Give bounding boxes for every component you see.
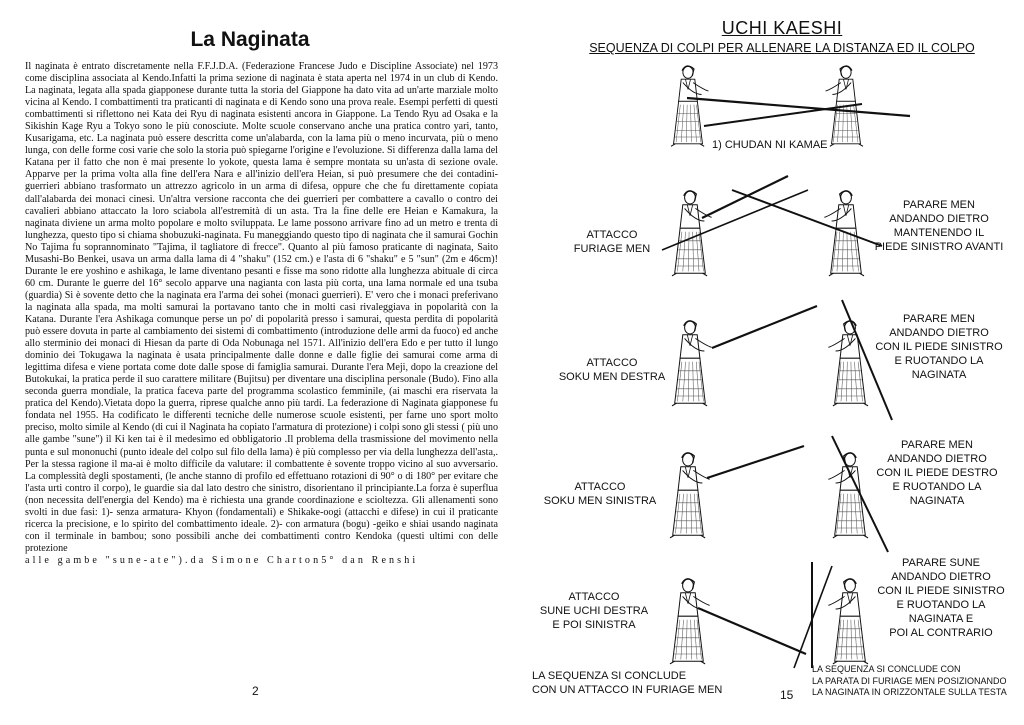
figure-row-4	[670, 436, 888, 552]
article-body-text: Il naginata è entrato discretamente nella F.F.J.D.A. (Federazione Francese Judo e Discipline Associate) nel 1973 come disciplina associata al Kendo.Infatti la prima sezione di naginata è stata aperta nel 1974 in un club di Kendo. La naginata, legata alla spada giapponese durante tutta la storia del Giappone ha dato vita ad un'arte marziale molto vicina al Kendo. I combattimenti tra praticanti di naginata e di Kendo sono una prova reale. Esempi perfetti di questi combattimenti si riflettono nei Kata dei Ryu di naginata esistenti ancora in Giappone. La Tendo Ryu ad Osaka e la Sikishin Kage Ryu a Tokyo sono le più conosciute. Molte scuole conservano anche una pratica contro yari, tanto, Kusarigama, etc. La naginata può essere descritta come un'alabarda, con la lama più o meno incurvata, più o meno lunga, con delle forme cosi varie che solo la storia può spiegarne l'origine e l'evoluzione. Si differenza dalla lama del Katana per il fatto che non è mai presente lo yokote, questa lama è sempre montata su un'asta di sezione ovale. Apparve per la prima volta alla fine dell'era Nara e all'inizio dell'era Heian, si può presumere che dei contadini-guerrieri abbiano trasformato un attrezzo agricolo in un arma di difesa, oppure che che fu direttamente copiata dall'alabarda dei monaci cinesi. Un'altra versione racconta che dei guerrieri per combattere a cavallo o contro dei cavalieri abbiano attaccato la loro sciabola all'estremità di un asta. Tra la fine delle ere Heian e Kamakura, la naginata diviene un arma molto popolare e molto sviluppata. Le lame possono arrivare fino ad un metro e trenta di lunghezza, questo tipo si chiama shobuzuki-naginata. Fu maneggiando questo tipo di naginata che il samurai Gochin No Tajima fu soprannominato "Tajima, il tagliatore di frecce". Quanto al più famoso praticante di naginata, Saito Musashi-Bo Benkei, usava un arma dalla lama di 4 "shaku" (152 cm.) e l'asta di 6 "shaku" e 5 "sun" (2m e 46cm)! Durante le ere yoshino e ashikaga, le lame diventano pesanti e fisse ma sono ridotte alla lunghezza abituale di circa 60 cm. Durante le guerre del 16° secolo apparve una nagianta con lasta più corta, una lama normale ed una tsuba (guardia) Si è sovente detto che la naginata era l'arma dei sohei (monaci guerrieri). E' vero che i monaci preferivano la naginata alla spada, ma molti samurai la portavano tanto che in molti casi rivaleggiava in popolarità con la Katana. Durante l'era Ashikaga comunque perse un po' di popolarità presso i samurai, questa perdita di popolarità può essere dovuta in parte al cambiamento dei sistemi di combattimento (introduzione delle armi da fuoco) ed anche allo sterminio dei monaci di Hiesan da parte di Oda Nobunaga nel 1571. All'inizio dell'era Edo e per tutto il lungo dominio dei Tokugawa la naginata è usata principalmente dalle donne e dalle figlie dei samurai come arma di legittima difesa e viene portata come dote dalle spose di famiglia samurai. Durante l'era Meji, dopo la creazione del Butokukai, la pratica perde il suo carattere militare (Bujitsu) per diventare una disciplina personale (Budo). Fino alla seconda guerra mondiale, la pratica faceva parte del programma scolastico femminile, (ai maschi era riservata la pratica del Kendo).Vietata dopo la guerra, riprese qualche anno più tardi. La federazione di Naginata giapponese fu fondata nel 1955. Ha codificato le differenti tecniche delle numerose scuole esistenti, per farne uno sport molto preciso, molto simile al Kendo (di cui il Naginata ha copiato l'armatura di protezione) i colpi sono gli stessi ( più uno alle gambe "sune") il Ki ken tai è il medesimo ed obbligatorio .Il problema della trasmissione del movimento nella punta e sul mononuchi (punto ideale del colpo sul filo della lama) è più complesso per via della lunghezza dell'asta,. Per la stessa ragione il ma-ai è molto difficile da valutare: il combattente è sovente troppo vicino al suo avversario. La complessità degli spostamenti, (le anche stanno di profilo ed effettuano rotazioni di 90° o di 180° per evitare che l'asta urti contro il corpo), le guardie sia dal lato destro che sinistro, disorientano il principiante.La forza è superflua (non necessita dell'energia del Kendo) ma è richiesta una grande coordinazione e scioltezza. Gli allenamenti sono svolti in due fasi: 1)- senza armatura- Khyon (fondamentali) e Shikake-oogi (attacchi e difese) in cui il praticante ricerca la precisione, e lo spirito del combattimento ideale. 2)- con armatura (bogu) -geiko e shiai usando naginata con il terminale in bambou; sono possibili anche dei combattimenti contro Kendoka (questi ultimi con delle protezione	[25, 61, 498, 554]
sequence-subtitle: SEQUENZA DI COLPI PER ALLENARE LA DISTANZA ED IL COLPO	[589, 41, 975, 55]
figure-row-3	[672, 300, 892, 420]
caption-step-4-right: PARARE MEN ANDANDO DIETRO CON IL PIEDE DESTRO E RUOTANDO LA NAGINATA	[876, 439, 998, 507]
caption-step-3-left: ATTACCO SOKU MEN DESTRA	[558, 357, 666, 383]
conclusion-attack: LA SEQUENZA SI CONCLUDE CON UN ATTACCO IN FURIAGE MEN	[532, 670, 723, 696]
caption-step-4-left: ATTACCO SOKU MEN SINISTRA	[543, 481, 657, 507]
article-signoff: alle gambe "sune-ate").da Simone Charton5° dan Renshi	[25, 554, 419, 566]
caption-step-2-right: PARARE MEN ANDANDO DIETRO MANTENENDO IL PIEDE SINISTRO AVANTI	[874, 199, 1004, 253]
figure-row-5	[670, 562, 868, 668]
caption-step-3-right: PARARE MEN ANDANDO DIETRO CON IL PIEDE SINISTRO E RUOTANDO LA NAGINATA	[875, 313, 1003, 381]
page-number-left: 2	[252, 684, 259, 698]
caption-step-1-right: 1) CHUDAN NI KAMAE	[712, 139, 828, 151]
figure-row-2	[662, 176, 882, 276]
conclusion-parry: LA SEQUENZA SI CONCLUDE CON LA PARATA DI FURIAGE MEN POSIZIONANDO LA NAGINATA IN ORIZZONTALE SULLA TESTA	[812, 664, 1007, 697]
right-page	[512, 0, 1024, 725]
caption-step-5-right: PARARE SUNE ANDANDO DIETRO CON IL PIEDE SINISTRO E RUOTANDO LA NAGINATA E POI AL CONTRARIO	[877, 557, 1005, 639]
article-title: La Naginata	[190, 28, 310, 51]
figure-row-1	[671, 66, 910, 146]
caption-step-2-left: ATTACCO FURIAGE MEN	[573, 229, 651, 255]
article-body	[25, 61, 498, 567]
sequence-title: UCHI KAESHI	[721, 18, 843, 38]
caption-step-5-left: ATTACCO SUNE UCHI DESTRA E POI SINISTRA	[539, 591, 649, 631]
page-number-right: 15	[780, 688, 794, 702]
